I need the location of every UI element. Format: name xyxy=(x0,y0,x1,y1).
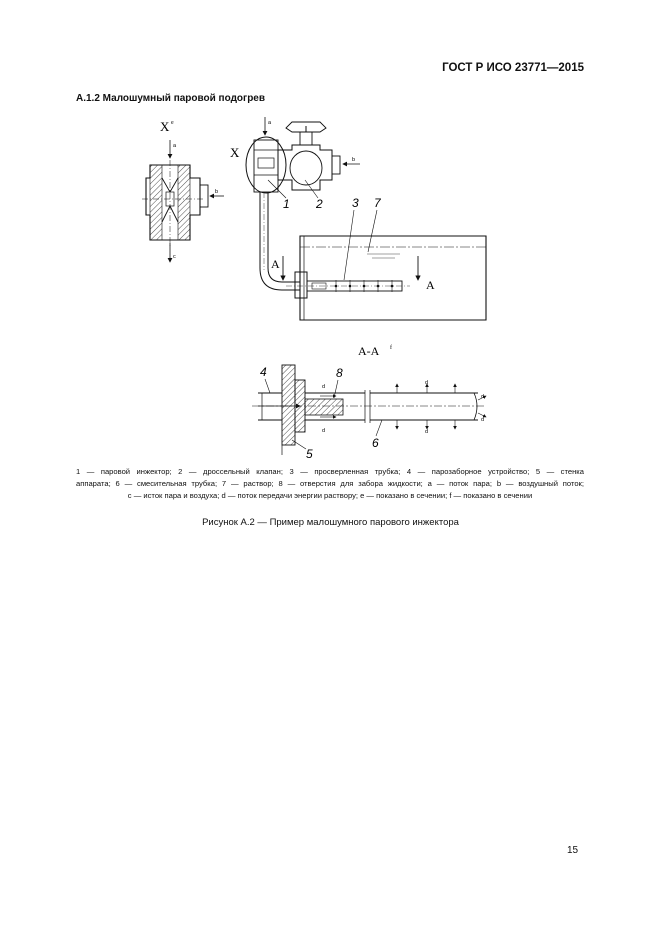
section-letter-d-4: d xyxy=(425,429,429,435)
legend-line-3: c — исток пара и воздуха; d — поток передачи энергии раствору; e — показано в сечении; f — показано в сечении xyxy=(127,491,533,500)
legend-line-2: аппарата; 6 — смесительная трубка; 7 — раствор; 8 — отверстия для забора жидкости; a — поток пара; b — воздушный поток; xyxy=(76,479,584,488)
figure-legend xyxy=(76,466,584,502)
section-label: А-А xyxy=(358,344,380,358)
callout-8: 8 xyxy=(336,366,343,380)
cut-label-right: А xyxy=(426,278,435,292)
callout-2: 2 xyxy=(316,197,323,211)
callout-3: 3 xyxy=(352,196,359,210)
main-letter-b: b xyxy=(352,157,356,163)
main-assembly xyxy=(230,117,486,320)
callout-6: 6 xyxy=(372,436,379,450)
view-x-note: e xyxy=(171,120,174,126)
section-title: А.1.2 Малошумный паровой подогрев xyxy=(76,93,266,104)
section-letter-d-6: d xyxy=(481,417,485,423)
main-letter-a: a xyxy=(268,120,272,126)
section-a-a xyxy=(252,344,486,461)
detail-view-x xyxy=(142,119,224,262)
callout-7: 7 xyxy=(374,196,381,210)
document-header: ГОСТ Р ИСО 23771—2015 xyxy=(442,62,584,74)
detail-letter-a: a xyxy=(173,143,177,149)
callout-4: 4 xyxy=(260,365,267,379)
page-number: 15 xyxy=(567,845,579,856)
callout-5: 5 xyxy=(306,447,313,461)
detail-letter-c: c xyxy=(173,254,176,260)
view-x-label: X xyxy=(160,119,170,134)
section-letter-d-1: d xyxy=(322,384,326,390)
legend-line-1: 1 — паровой инжектор; 2 — дроссельный клапан; 3 — просверленная трубка; 4 — парозаборное устройство; 5 — стенка xyxy=(76,467,584,476)
section-note: f xyxy=(390,345,392,351)
cut-label-left: А xyxy=(271,257,280,271)
figure-caption: Рисунок А.2 — Пример малошумного парового инжектора xyxy=(202,517,459,528)
main-x-label: X xyxy=(230,145,240,160)
detail-letter-b: b xyxy=(215,189,219,195)
callout-1: 1 xyxy=(283,197,290,211)
section-letter-d-5: d xyxy=(481,394,485,400)
section-letter-d-2: d xyxy=(322,428,326,434)
section-letter-d-3: d xyxy=(425,380,429,386)
